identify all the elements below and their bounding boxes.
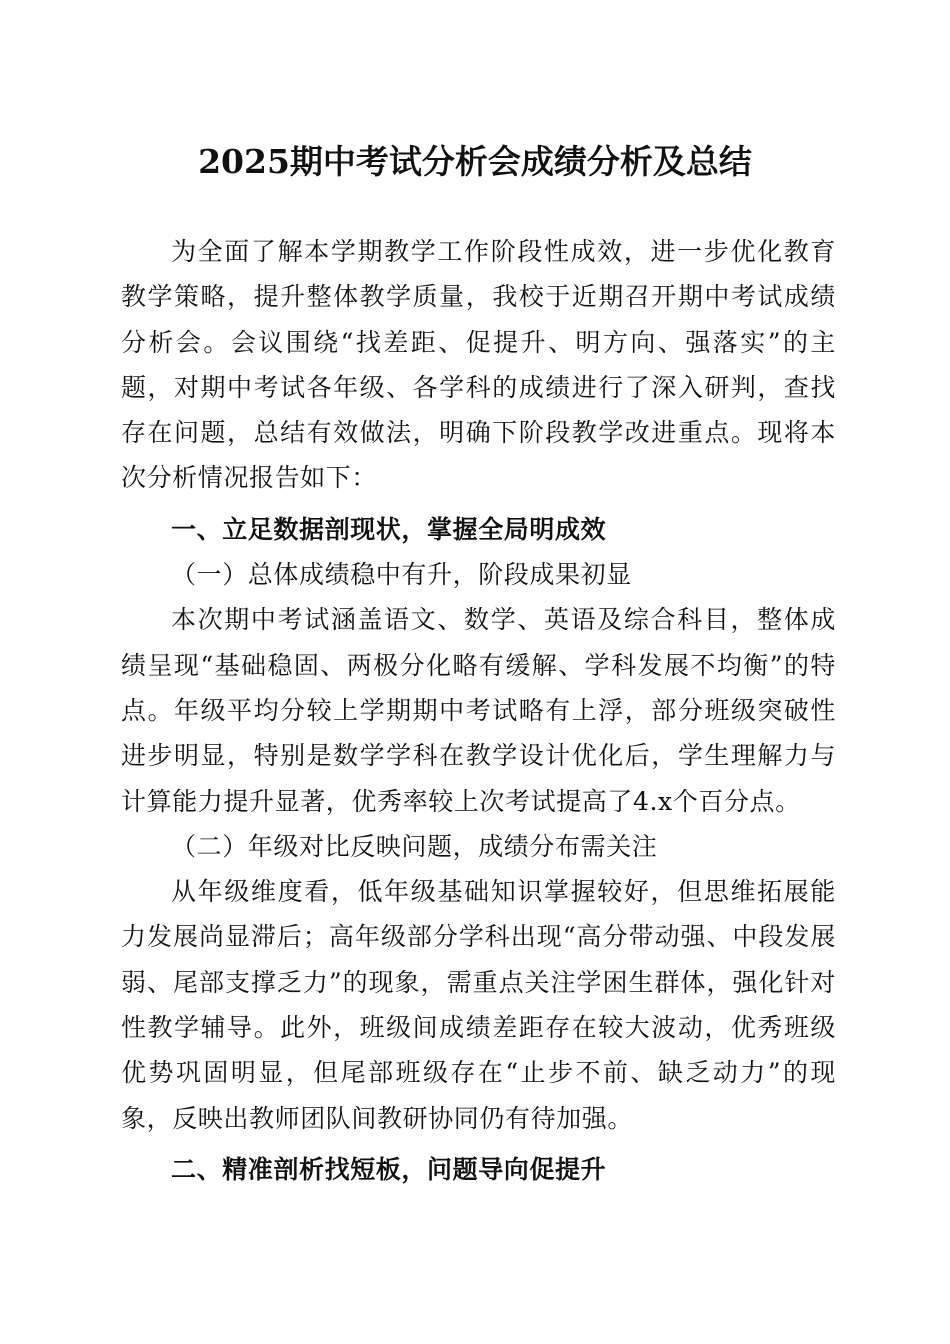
section-1-paragraph-2: 从年级维度看，低年级基础知识掌握较好，但思维拓展能力发展尚显滞后；高年级部分学科出现“高分带动强、中段发展弱、尾部支撑乏力”的现象，需重点关注学困生群体，强化针对性教学辅导。此外，班级间成绩差距存在较大波动，优秀班级优势巩固明显，但尾部班级存在“止步不前、缺乏动力”的现象，反映出教师团队间教研协同仍有待加强。	[121, 877, 836, 1133]
document-title: 2025期中考试分析会成绩分析及总结	[198, 142, 752, 181]
section-1-subheading-1: （一）总体成绩稳中有升，阶段成果初显	[171, 560, 632, 590]
section-1-heading: 一、立足数据剖现状，掌握全局明成效	[171, 514, 607, 544]
document-body	[121, 229, 836, 1192]
section-1-paragraph-1: 本次期中考试涵盖语文、数学、英语及综合科目，整体成绩呈现“基础稳固、两极分化略有缓解、学科发展不均衡”的特点。年级平均分较上学期期中考试略有上浮，部分班级突破性进步明显，特别是数学学科在教学设计优化后，学生理解力与计算能力提升显著，优秀率较上次考试提高了4.x个百分点。	[121, 605, 836, 816]
section-1-subheading-2: （二）年级对比反映问题，成绩分布需关注	[171, 831, 658, 861]
intro-paragraph: 为全面了解本学期教学工作阶段性成效，进一步优化教育教学策略，提升整体教学质量，我校于近期召开期中考试成绩分析会。会议围绕“找差距、促提升、明方向、强落实”的主题，对期中考试各年级、各学科的成绩进行了深入研判，查找存在问题，总结有效做法，明确下阶段教学改进重点。现将本次分析情况报告如下：	[121, 237, 836, 493]
section-2-heading: 二、精准剖析找短板，问题导向促提升	[171, 1154, 607, 1184]
